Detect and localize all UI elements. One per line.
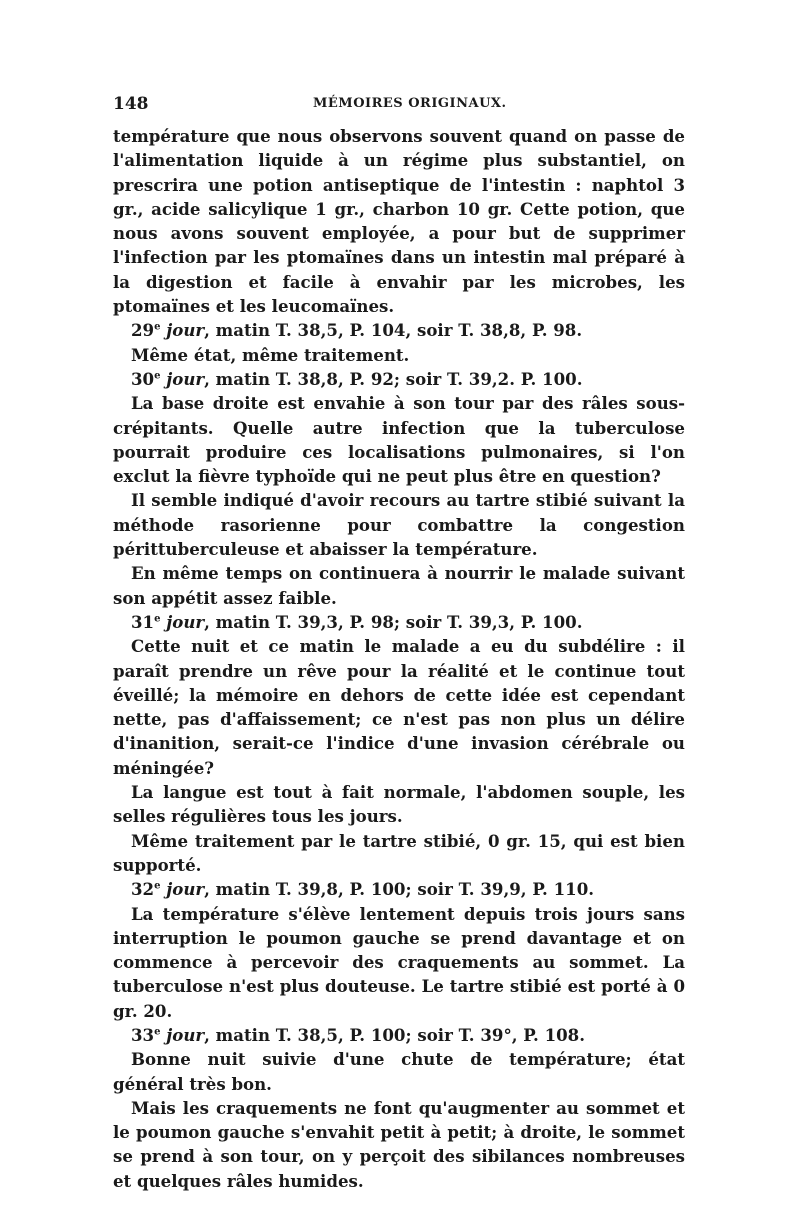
text-run: En même temps on continuera à nourrir le malade suivant son appétit assez faible. xyxy=(113,563,685,608)
paragraph xyxy=(113,124,685,318)
text-run: 31 xyxy=(131,611,155,632)
text-run: Bonne nuit suivie d'une chute de température; état général très bon. xyxy=(113,1049,685,1094)
running-header xyxy=(113,92,685,120)
italic-text: jour xyxy=(160,879,205,900)
paragraph xyxy=(113,391,685,488)
italic-text: jour xyxy=(160,1024,205,1045)
text-run: La température s'élève lentement depuis trois jours sans interruption le poumon gauche se prend davantage et on commence à percevoir des craquements au sommet. La tuberculose n'est plus douteuse. Le tartre stibié est porté à 0 gr. 20. xyxy=(113,903,685,1021)
paragraph xyxy=(113,318,685,342)
paragraph xyxy=(113,488,685,561)
paragraph xyxy=(113,1096,685,1193)
paragraph xyxy=(113,1023,685,1047)
paragraph xyxy=(113,610,685,634)
page-number: 148 xyxy=(113,94,149,114)
paragraph xyxy=(113,561,685,610)
italic-text: jour xyxy=(160,611,205,632)
text-run: 33 xyxy=(131,1024,155,1045)
text-run: Même traitement par le tartre stibié, 0 gr. 15, qui est bien supporté. xyxy=(113,830,685,875)
running-title: MÉMOIRES ORIGINAUX. xyxy=(313,96,507,111)
paragraph xyxy=(113,1047,685,1096)
text-run: Mais les craquements ne font qu'augmenter au sommet et le poumon gauche s'envahit petit à petit; à droite, le sommet se prend à son tour, on y perçoit des sibilances nombreuses et quelques râles humides. xyxy=(113,1097,685,1191)
text-run: La langue est tout à fait normale, l'abdomen souple, les selles régulières tous les jours. xyxy=(113,782,685,827)
ordinal-suffix: e xyxy=(154,1026,161,1038)
text-run: , matin T. 38,5, P. 104, soir T. 38,8, P. 98. xyxy=(204,320,583,341)
paragraph xyxy=(113,780,685,829)
text-run: , matin T. 39,3, P. 98; soir T. 39,3, P. 100. xyxy=(204,611,583,632)
paragraph xyxy=(113,367,685,391)
text-run: 32 xyxy=(131,879,155,900)
text-run: 29 xyxy=(131,320,155,341)
body-text xyxy=(113,124,685,1193)
italic-text: jour xyxy=(160,368,205,389)
text-run: Même état, même traitement. xyxy=(131,344,410,365)
ordinal-suffix: e xyxy=(154,370,161,382)
paragraph xyxy=(113,877,685,901)
text-run: La base droite est envahie à son tour par des râles sous-crépitants. Quelle autre infection que la tuberculose pourrait produire ces localisations pulmonaires, si l'on exclut la fièvre typhoïde qui ne peut plus être en question? xyxy=(113,393,685,487)
ordinal-suffix: e xyxy=(154,613,161,625)
text-run: Il semble indiqué d'avoir recours au tartre stibié suivant la méthode rasorienne pour combattre la congestion périttuberculeuse et abaisser la température. xyxy=(113,490,685,560)
text-run: , matin T. 39,8, P. 100; soir T. 39,9, P. 110. xyxy=(204,879,595,900)
book-page xyxy=(113,92,685,1193)
italic-text: jour xyxy=(160,320,205,341)
ordinal-suffix: e xyxy=(154,321,161,333)
text-run: 30 xyxy=(131,368,155,389)
text-run: , matin T. 38,8, P. 92; soir T. 39,2. P. 100. xyxy=(204,368,583,389)
paragraph xyxy=(113,829,685,878)
text-run: , matin T. 38,5, P. 100; soir T. 39°, P. 108. xyxy=(204,1024,585,1045)
text-run: Cette nuit et ce matin le malade a eu du subdélire : il paraît prendre un rêve pour la réalité et le continue tout éveillé; la mémoire en dehors de cette idée est cependant nette, pas d'affaissement; ce n'est pas non plus un délire d'inanition, serait-ce l'indice d'une invasion cérébrale ou méningée? xyxy=(113,636,685,778)
paragraph xyxy=(113,634,685,780)
paragraph xyxy=(113,902,685,1023)
ordinal-suffix: e xyxy=(154,880,161,892)
paragraph xyxy=(113,343,685,367)
text-run: température que nous observons souvent quand on passe de l'alimentation liquide à un régime plus substantiel, on prescrira une potion antiseptique de l'intestin : naphtol 3 gr., acide salicylique 1 gr., charbon 10 gr. Cette potion, que nous avons souvent employée, a pour but de supprimer l'infection par les ptomaïnes dans un intestin mal préparé à la digestion et facile à envahir par les microbes, les ptomaïnes et les leucomaïnes. xyxy=(113,126,685,317)
